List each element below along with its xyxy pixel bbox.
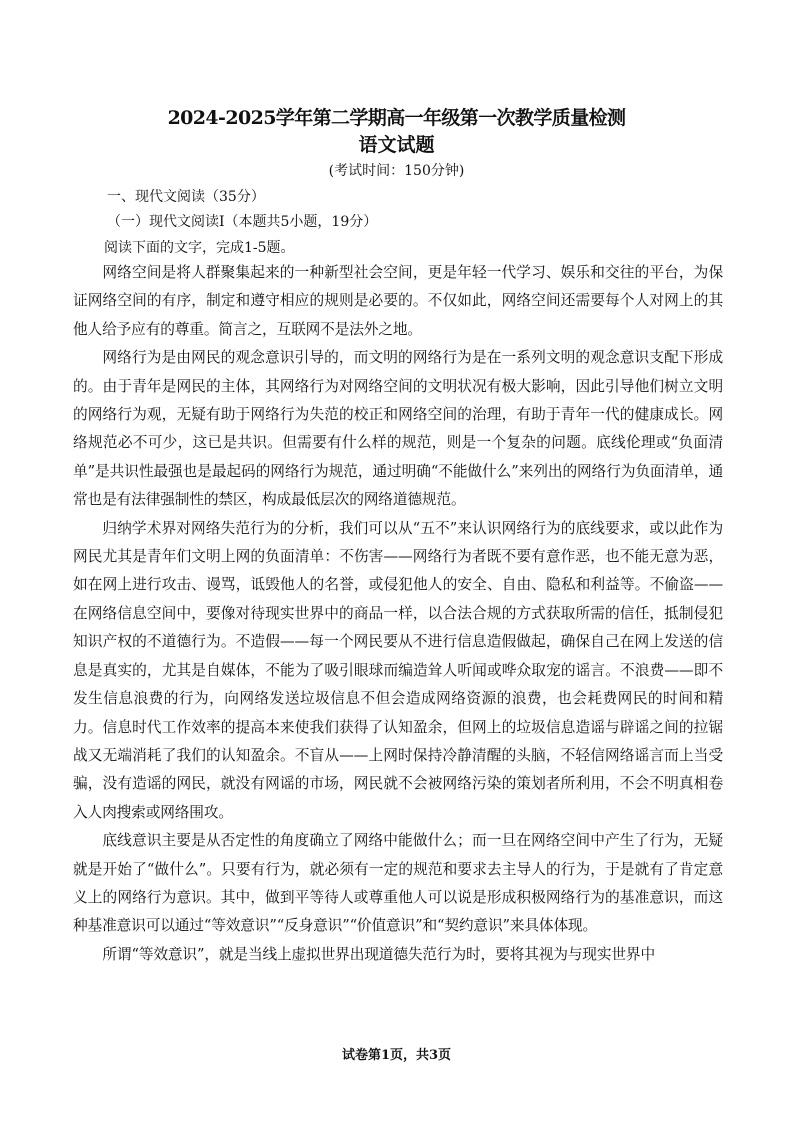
page-footer: 试卷第1页，共3页	[341, 1048, 452, 1063]
exam-time-note: (考试时间：150分钟)	[328, 163, 465, 179]
reading-passage	[73, 259, 723, 969]
passage-paragraph: 网络空间是将人群聚集起来的一种新型社会空间，更是年轻一代学习、娱乐和交往的平台，为保证网络空间的有序，制定和遵守相应的规则是必要的。不仅如此，网络空间还需要每个人对网上的其他人给予应有的尊重。简言之，互联网不是法外之地。	[73, 264, 723, 338]
reading-instruction: 阅读下面的文字，完成1-5题。	[104, 240, 295, 256]
passage-paragraph: 底线意识主要是从否定性的角度确立了网络中能做什么；而一旦在网络空间中产生了行为，无疑就是开始了“做什么”。只要有行为，就必须有一定的规范和要求去主导人的行为，于是就有了肯定意义上的网络行为意识。其中，做到平等待人或尊重他人可以说是形成积极网络行为的基准意识，而这种基准意识可以通过“等效意识”“反身意识”“价值意识”和“契约意识”来具体体现。	[73, 832, 723, 935]
passage-paragraph: 网络行为是由网民的观念意识引导的，而文明的网络行为是在一系列文明的观念意识支配下形成的。由于青年是网民的主体，其网络行为对网络空间的文明状况有极大影响，因此引导他们树立文明的网络行为观，无疑有助于网络行为失范的校正和网络空间的治理，有助于青年一代的健康成长。网络规范必不可少，这已是共识。但需要有什么样的规范，则是一个复杂的问题。底线伦理或“负面清单”是共识性最强也是最起码的网络行为规范，通过明确“不能做什么”来列出的网络行为负面清单，通常也是有法律强制性的禁区，构成最低层次的网络道德规范。	[73, 349, 723, 509]
passage-paragraph: 所谓“等效意识”，就是当线上虚拟世界出现道德失范行为时，要将其视为与现实世界中	[102, 945, 655, 963]
section-heading: 一、现代文阅读（35分）	[107, 189, 265, 205]
subsection-heading: （一）现代文阅读Ⅰ（本题共5小题，19分）	[107, 214, 378, 230]
exam-title: 2024-2025学年第二学期高一年级第一次教学质量检测	[167, 107, 626, 129]
exam-subtitle: 语文试题	[358, 134, 435, 156]
passage-paragraph: 归纳学术界对网络失范行为的分析，我们可以从“五不”来认识网络行为的底线要求，或以此作为网民尤其是青年们文明上网的负面清单：不伤害——网络行为者既不要有意作恶，也不能无意为恶，如在网上进行攻击、谩骂，诋毁他人的名誉，或侵犯他人的安全、自由、隐私和利益等。不偷盗——在网络信息空间中，要像对待现实世界中的商品一样，以合法合规的方式获取所需的信任，抵制侵犯知识产权的不道德行为。不造假——每一个网民要从不进行信息造假做起，确保自己在网上发送的信息是真实的，尤其是自媒体，不能为了吸引眼球而编造耸人听闻或哗众取宠的谣言。不浪费——即不发生信息浪费的行为，向网络发送垃圾信息不但会造成网络资源的浪费，也会耗费网民的时间和精力。信息时代工作效率的提高本来使我们获得了认知盈余，但网上的垃圾信息造谣与辟谣之间的拉锯战又无端消耗了我们的认知盈余。不盲从——上网时保持冷静清醒的头脑，不轻信网络谣言而上当受骗，没有造谣的网民，就没有网谣的市场，网民就不会被网络污染的策划者所利用，不会不明真相卷入人肉搜索或网络围攻。	[73, 519, 723, 821]
